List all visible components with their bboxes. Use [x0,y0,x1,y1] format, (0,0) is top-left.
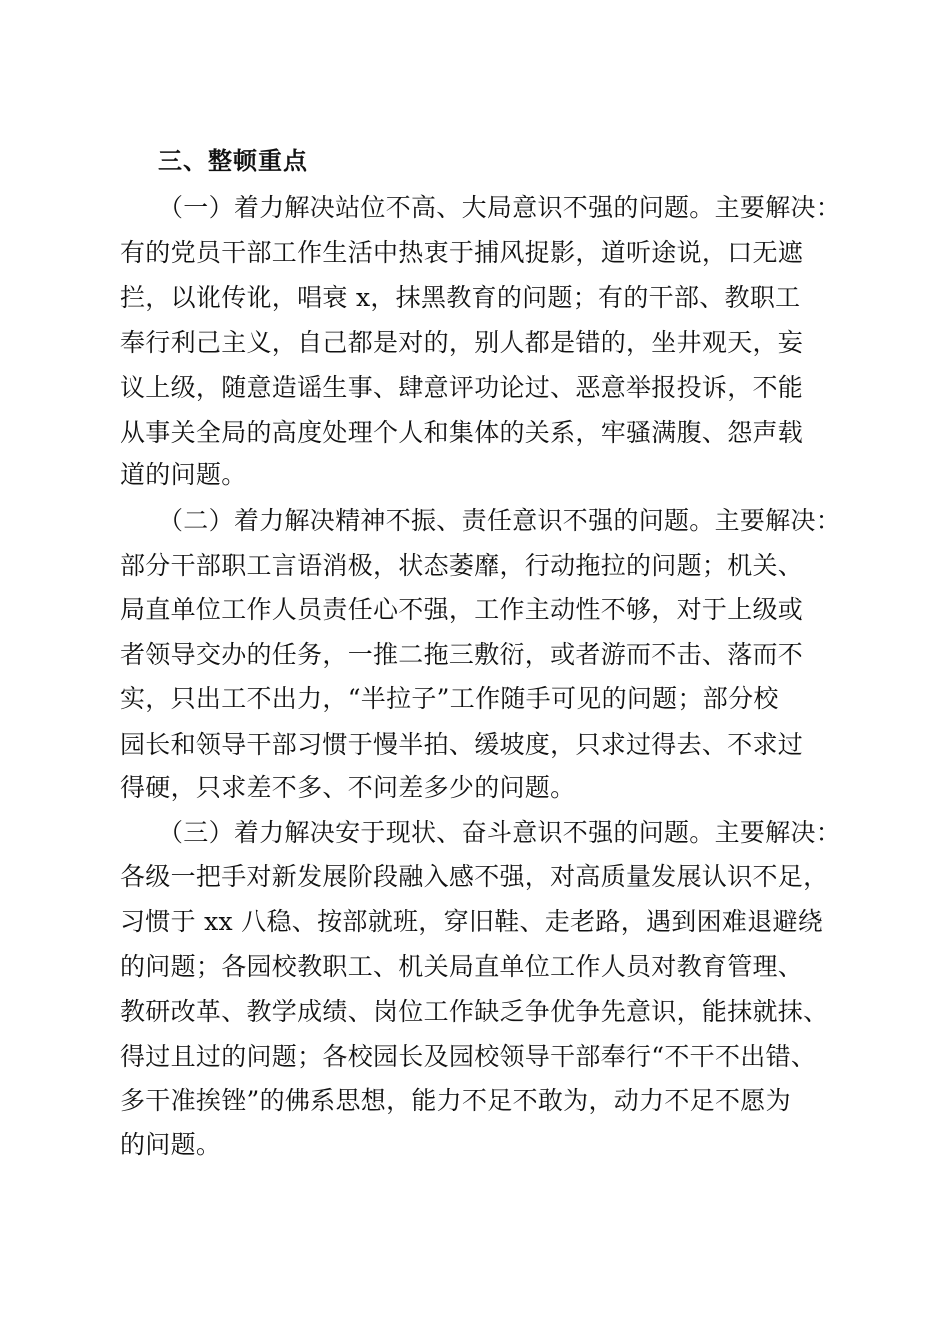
paragraph-2-line-5: 实，只出工不出力，“半拉子”工作随手可见的问题；部分校 [120,684,779,713]
paragraph-2-line-6: 园长和领导干部习惯于慢半拍、缓坡度，只求过得去、不求过 [120,730,804,759]
paragraph-3-line-2: 各级一把手对新发展阶段融入感不强，对高质量发展认识不足， [120,862,829,891]
paragraph-3-line-3: 习惯于 xx 八稳、按部就班，穿旧鞋、走老路，遇到困难退避绕 [120,907,824,936]
paragraph-3-line-7: 多干准挨锉”的佛系思想，能力不足不敢为，动力不足不愿为 [120,1086,791,1115]
paragraph-1-line-2: 有的党员干部工作生活中热衷于捕风捉影，道听途说，口无遮 [120,238,804,267]
paragraph-1-line-5: 议上级，随意造谣生事、肆意评功论过、恶意举报投诉，不能 [120,373,804,402]
paragraph-2-line-2: 部分干部职工言语消极，状态萎靡，行动拖拉的问题；机关、 [120,551,804,580]
paragraph-1-line-6: 从事关全局的高度处理个人和集体的关系，牢骚满腹、怨声载 [120,418,804,447]
paragraph-3-line-1: （三）着力解决安于现状、奋斗意识不强的问题。主要解决： [158,818,842,847]
paragraph-3-line-4: 的问题；各园校教职工、机关局直单位工作人员对教育管理、 [120,952,804,981]
paragraph-1-line-3: 拦，以讹传讹，唱衰 x，抹黑教育的问题；有的干部、教职工 [120,283,801,312]
paragraph-2-line-1: （二）着力解决精神不振、责任意识不强的问题。主要解决： [158,506,842,535]
paragraph-3-line-8: 的问题。 [120,1130,222,1159]
paragraph-1-line-1: （一）着力解决站位不高、大局意识不强的问题。主要解决： [158,193,842,222]
paragraph-1-line-7: 道的问题。 [120,460,247,489]
paragraph-3-line-5: 教研改革、教学成绩、岗位工作缺乏争优争先意识，能抹就抹、 [120,997,829,1026]
section-heading: 三、整顿重点 [158,147,308,175]
paragraph-2-line-3: 局直单位工作人员责任心不强，工作主动性不够，对于上级或 [120,595,804,624]
paragraph-2-line-7: 得硬，只求差不多、不问差多少的问题。 [120,773,576,802]
paragraph-1-line-4: 奉行利己主义，自己都是对的，别人都是错的，坐井观天，妄 [120,328,804,357]
paragraph-2-line-4: 者领导交办的任务，一推二拖三敷衍，或者游而不击、落而不 [120,640,804,669]
paragraph-3-line-6: 得过且过的问题；各校园长及园校领导干部奉行“不干不出错、 [120,1042,817,1071]
